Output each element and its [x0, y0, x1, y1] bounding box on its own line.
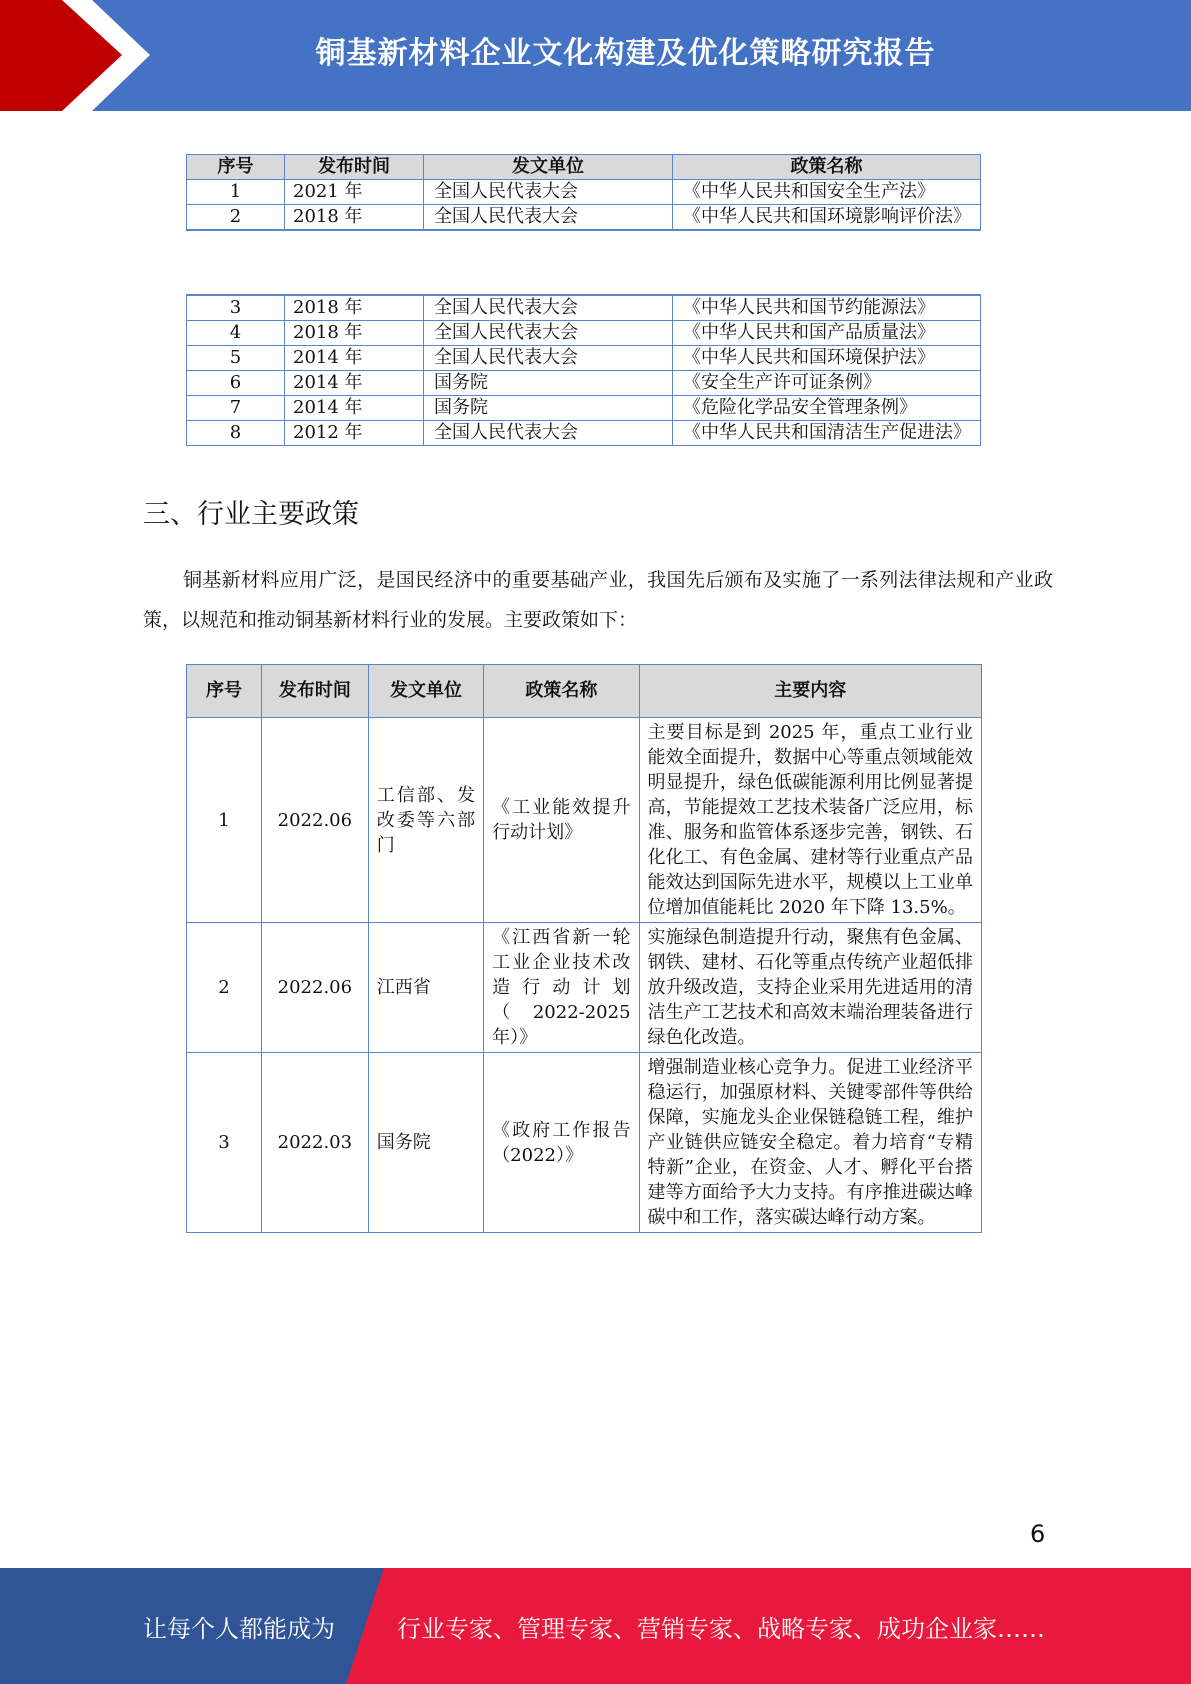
col-header: 序号 [187, 665, 262, 718]
table-cell: 全国人民代表大会 [424, 321, 673, 346]
table-cell: 江西省 [368, 923, 483, 1053]
table-cell: 2022.03 [261, 1053, 368, 1233]
table-cell: 3 [187, 295, 285, 321]
table-cell: 8 [187, 421, 285, 446]
page-title: 铜基新材料企业文化构建及优化策略研究报告 [315, 36, 936, 71]
footer-slogan-left: 让每个人都能成为 [143, 1614, 335, 1643]
table-row [187, 346, 981, 371]
col-header: 主要内容 [639, 665, 981, 718]
table-row [187, 205, 981, 231]
body-paragraph: 铜基新材料应用广泛，是国民经济中的重要基础产业，我国先后颁布及实施了一系列法律法规和产业政策，以规范和推动铜基新材料行业的发展。主要政策如下： [143, 569, 1053, 631]
table-cell: 4 [187, 321, 285, 346]
table-row [187, 421, 981, 446]
page-number: 6 [1030, 1520, 1046, 1548]
table-cell: 《工业能效提升行动计划》 [484, 718, 639, 923]
policy-table-top [186, 154, 981, 231]
table-cell: 《中华人民共和国安全生产法》 [673, 180, 981, 205]
table-cell: 3 [187, 1053, 262, 1233]
table-cell: 2014 年 [285, 346, 424, 371]
table-cell: 2018 年 [285, 205, 424, 231]
table-row [187, 718, 982, 923]
table-cell: 全国人民代表大会 [424, 180, 673, 205]
table-cell: 《中华人民共和国环境影响评价法》 [673, 205, 981, 231]
table-cell: 2014 年 [285, 396, 424, 421]
table-cell: 主要目标是到 2025 年，重点工业行业能效全面提升，数据中心等重点领域能效明显提升，绿色低碳能源利用比例显著提高，节能提效工艺技术装备广泛应用，标准、服务和监管体系逐步完善，钢铁、石化化工、有色金属、建材等行业重点产品能效达到国际先进水平，规模以上工业单位增加值能耗比 2020 年下降 13.5%。 [639, 718, 981, 923]
table-cell: 《安全生产许可证条例》 [673, 371, 981, 396]
footer-slogan-right: 行业专家、管理专家、营销专家、战略专家、成功企业家…… [397, 1614, 1045, 1643]
table-cell: 7 [187, 396, 285, 421]
table-cell: 2 [187, 923, 262, 1053]
table-row [187, 321, 981, 346]
table-header-row [187, 155, 981, 180]
col-header: 政策名称 [484, 665, 639, 718]
table-cell: 《江西省新一轮工业企业技术改造行动计划（2022-2025 年）》 [484, 923, 639, 1053]
table-cell: 国务院 [368, 1053, 483, 1233]
table-cell: 国务院 [424, 371, 673, 396]
table-row [187, 923, 982, 1053]
table-cell: 2018 年 [285, 295, 424, 321]
table-cell: 工信部、发改委等六部门 [368, 718, 483, 923]
col-header: 序号 [187, 155, 285, 180]
section-heading: 三、行业主要政策 [143, 499, 359, 530]
table-cell: 全国人民代表大会 [424, 295, 673, 321]
col-header: 政策名称 [673, 155, 981, 180]
page-footer [0, 1568, 1191, 1684]
table-cell: 《中华人民共和国清洁生产促进法》 [673, 421, 981, 446]
col-header: 发布时间 [285, 155, 424, 180]
table-row [187, 371, 981, 396]
table-cell: 《政府工作报告（2022）》 [484, 1053, 639, 1233]
table-cell: 6 [187, 371, 285, 396]
table-cell: 1 [187, 718, 262, 923]
table-cell: 《中华人民共和国节约能源法》 [673, 295, 981, 321]
table-cell: 《危险化学品安全管理条例》 [673, 396, 981, 421]
table-row [187, 295, 981, 321]
header-arrow-icon [0, 0, 150, 111]
table-cell: 2018 年 [285, 321, 424, 346]
table-cell: 国务院 [424, 396, 673, 421]
page-header [0, 0, 1191, 111]
table-cell: 2022.06 [261, 923, 368, 1053]
table-cell: 全国人民代表大会 [424, 346, 673, 371]
table-cell: 增强制造业核心竞争力。促进工业经济平稳运行，加强原材料、关键零部件等供给保障，实施龙头企业保链稳链工程，维护产业链供应链安全稳定。着力培育“专精特新”企业，在资金、人才、孵化平台搭建等方面给予大力支持。有序推进碳达峰碳中和工作，落实碳达峰行动方案。 [639, 1053, 981, 1233]
table-row [187, 396, 981, 421]
table-cell: 实施绿色制造提升行动，聚焦有色金属、钢铁、建材、石化等重点传统产业超低排放升级改造，支持企业采用先进适用的清洁生产工艺技术和高效末端治理装备进行绿色化改造。 [639, 923, 981, 1053]
table-cell: 全国人民代表大会 [424, 421, 673, 446]
col-header: 发文单位 [368, 665, 483, 718]
table-cell: 2012 年 [285, 421, 424, 446]
table-header-row [187, 665, 982, 718]
table-cell: 全国人民代表大会 [424, 205, 673, 231]
table-cell: 5 [187, 346, 285, 371]
table-cell: 1 [187, 180, 285, 205]
table-cell: 《中华人民共和国产品质量法》 [673, 321, 981, 346]
policy-table-continued [186, 294, 981, 446]
col-header: 发文单位 [424, 155, 673, 180]
table-cell: 2014 年 [285, 371, 424, 396]
table-cell: 2022.06 [261, 718, 368, 923]
table-cell: 2 [187, 205, 285, 231]
table-cell: 2021 年 [285, 180, 424, 205]
col-header: 发布时间 [261, 665, 368, 718]
table-row [187, 1053, 982, 1233]
industry-policy-table [186, 664, 982, 1233]
table-cell: 《中华人民共和国环境保护法》 [673, 346, 981, 371]
table-row [187, 180, 981, 205]
